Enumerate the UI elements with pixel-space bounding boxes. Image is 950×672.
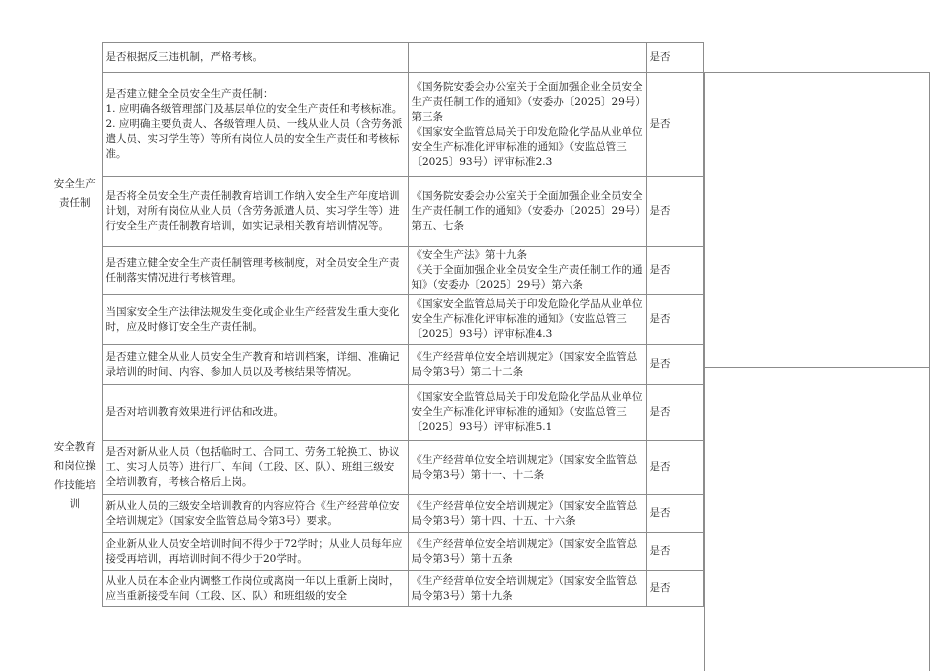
yes-no-answer[interactable]: 是否 bbox=[649, 582, 671, 594]
yes-no-cell[interactable] bbox=[646, 247, 703, 295]
category-cell bbox=[48, 345, 102, 607]
yes-no-cell[interactable] bbox=[646, 441, 703, 495]
legal-basis-cell bbox=[408, 43, 646, 73]
category-label: 安全生产 责任制 bbox=[53, 177, 96, 209]
legal-basis-text: 《关于全面加强企业全员安全生产责任制工作的通知》（安委办〔2025〕29号）第六条 bbox=[411, 264, 643, 291]
yes-no-cell[interactable] bbox=[646, 533, 703, 571]
yes-no-cell[interactable] bbox=[646, 295, 703, 345]
side-column-divider bbox=[705, 367, 929, 368]
yes-no-cell[interactable] bbox=[646, 495, 703, 533]
table-row bbox=[48, 345, 703, 385]
table-row bbox=[48, 441, 703, 495]
legal-basis-text: 《生产经营单位安全培训规定》（国家安全监管总局令第3号）第十九条 bbox=[411, 574, 638, 602]
requirement-cell bbox=[102, 295, 408, 345]
yes-no-answer[interactable]: 是否 bbox=[649, 406, 671, 418]
table-row bbox=[48, 571, 703, 607]
requirement-text: 是否根据反三违机制，严格考核。 bbox=[105, 51, 263, 63]
yes-no-cell[interactable] bbox=[646, 73, 703, 177]
table-row bbox=[48, 385, 703, 441]
table-row bbox=[48, 177, 703, 247]
yes-no-cell[interactable] bbox=[646, 345, 703, 385]
legal-basis-cell bbox=[408, 247, 646, 295]
yes-no-answer[interactable]: 是否 bbox=[649, 545, 671, 557]
legal-basis-text: 《国家安全监管总局关于印发危险化学品从业单位安全生产标准化评审标准的通知》（安监总管三〔2025〕93号）评审标准2.3 bbox=[411, 125, 643, 168]
table-row bbox=[48, 73, 703, 177]
table-row bbox=[48, 533, 703, 571]
legal-basis-text: 《国务院安委会办公室关于全面加强企业全员安全生产责任制工作的通知》（安委办〔2025〕29号）第五、七条 bbox=[411, 190, 643, 232]
legal-basis-text: 《生产经营单位安全培训规定》（国家安全监管总局令第3号）第十四、十五、十六条 bbox=[411, 499, 638, 527]
table-row bbox=[48, 295, 703, 345]
requirement-text: 从业人员在本企业内调整工作岗位或离岗一年以上重新上岗时，应当重新接受车间（工段、区、队）和班组级的安全 bbox=[105, 574, 400, 602]
requirement-text: 是否建立健全安全生产责任制管理考核制度，对全员安全生产责任制落实情况进行考核管理。 bbox=[105, 256, 400, 284]
yes-no-cell[interactable] bbox=[646, 385, 703, 441]
requirement-text: 企业新从业人员安全培训时间不得少于72学时；从业人员每年应接受再培训，再培训时间不得少于20学时。 bbox=[105, 537, 403, 565]
table-row bbox=[48, 247, 703, 295]
empty-side-column bbox=[704, 72, 930, 671]
legal-basis-cell bbox=[408, 73, 646, 177]
yes-no-cell[interactable] bbox=[646, 43, 703, 73]
yes-no-answer[interactable]: 是否 bbox=[649, 461, 671, 473]
legal-basis-cell bbox=[408, 495, 646, 533]
requirement-text: 是否建立健全从业人员安全生产教育和培训档案，详细、准确记录培训的时间、内容、参加人员以及考核结果等情况。 bbox=[105, 350, 400, 378]
safety-checklist-table bbox=[48, 42, 704, 607]
requirement-text: 是否将全员安全生产责任制教育培训工作纳入安全生产年度培训计划，对所有岗位从业人员（含劳务派遣人员、实习学生等）进行安全生产责任制教育培训，如实记录相关教育培训情况等。 bbox=[105, 190, 400, 232]
requirement-text: 新从业人员的三级安全培训教育的内容应符合《生产经营单位安全培训规定》（国家安全监管总局令第3号）要求。 bbox=[105, 499, 400, 527]
requirement-text: 1. 应明确各级管理部门及基层单位的安全生产责任和考核标准。 bbox=[105, 103, 403, 115]
legal-basis-cell bbox=[408, 571, 646, 607]
legal-basis-text: 《生产经营单位安全培训规定》（国家安全监管总局令第3号）第二十二条 bbox=[411, 350, 638, 378]
legal-basis-text: 《生产经营单位安全培训规定》（国家安全监管总局令第3号）第十五条 bbox=[411, 537, 638, 565]
requirement-cell bbox=[102, 345, 408, 385]
yes-no-answer[interactable]: 是否 bbox=[649, 313, 671, 325]
category-cell bbox=[48, 43, 102, 345]
requirement-text: 是否对新从业人员（包括临时工、合同工、劳务工轮换工、协议工、实习人员等）进行厂、车间（工段、区、队）、班组三级安全培训教育，考核合格后上岗。 bbox=[105, 446, 400, 488]
requirement-cell bbox=[102, 571, 408, 607]
category-label: 安全教育 和岗位操 作技能培 训 bbox=[53, 440, 96, 510]
requirement-text: 当国家安全生产法律法规发生变化或企业生产经营发生重大变化时，应及时修订安全生产责任制。 bbox=[105, 305, 400, 333]
legal-basis-text: 《国家安全监管总局关于印发危险化学品从业单位安全生产标准化评审标准的通知》（安监总管三〔2025〕93号）评审标准4.3 bbox=[411, 298, 643, 340]
requirement-cell bbox=[102, 533, 408, 571]
yes-no-answer[interactable]: 是否 bbox=[649, 507, 671, 519]
requirement-cell bbox=[102, 247, 408, 295]
yes-no-answer[interactable]: 是否 bbox=[649, 264, 671, 276]
yes-no-answer[interactable]: 是否 bbox=[649, 51, 671, 63]
legal-basis-cell bbox=[408, 345, 646, 385]
legal-basis-cell bbox=[408, 177, 646, 247]
requirement-text: 是否对培训教育效果进行评估和改进。 bbox=[105, 406, 284, 418]
requirement-cell bbox=[102, 495, 408, 533]
legal-basis-text: 《国务院安委会办公室关于全面加强企业全员安全生产责任制工作的通知》（安委办〔2025〕29号）第三条 bbox=[411, 80, 643, 123]
legal-basis-text: 《生产经营单位安全培训规定》（国家安全监管总局令第3号）第十一、十二条 bbox=[411, 453, 638, 481]
requirement-text: 2. 应明确主要负责人、各级管理人员、一线从业人员（含劳务派遣人员、实习学生等）等所有岗位人员的安全生产责任和考核标准。 bbox=[105, 118, 403, 160]
legal-basis-cell bbox=[408, 533, 646, 571]
yes-no-cell[interactable] bbox=[646, 571, 703, 607]
requirement-cell bbox=[102, 43, 408, 73]
requirement-cell bbox=[102, 441, 408, 495]
legal-basis-cell bbox=[408, 295, 646, 345]
requirement-cell bbox=[102, 73, 408, 177]
requirement-cell bbox=[102, 385, 408, 441]
yes-no-answer[interactable]: 是否 bbox=[649, 205, 671, 217]
legal-basis-text: 《安全生产法》第十九条 bbox=[411, 249, 527, 261]
legal-basis-cell bbox=[408, 385, 646, 441]
yes-no-answer[interactable]: 是否 bbox=[649, 358, 671, 370]
table-row bbox=[48, 43, 703, 73]
legal-basis-text: 《国家安全监管总局关于印发危险化学品从业单位安全生产标准化评审标准的通知》（安监总管三〔2025〕93号）评审标准5.1 bbox=[411, 391, 643, 433]
legal-basis-cell bbox=[408, 441, 646, 495]
yes-no-cell[interactable] bbox=[646, 177, 703, 247]
yes-no-answer[interactable]: 是否 bbox=[649, 118, 671, 130]
table-row bbox=[48, 495, 703, 533]
requirement-text: 是否建立健全全员安全生产责任制： bbox=[105, 88, 274, 100]
requirement-cell bbox=[102, 177, 408, 247]
